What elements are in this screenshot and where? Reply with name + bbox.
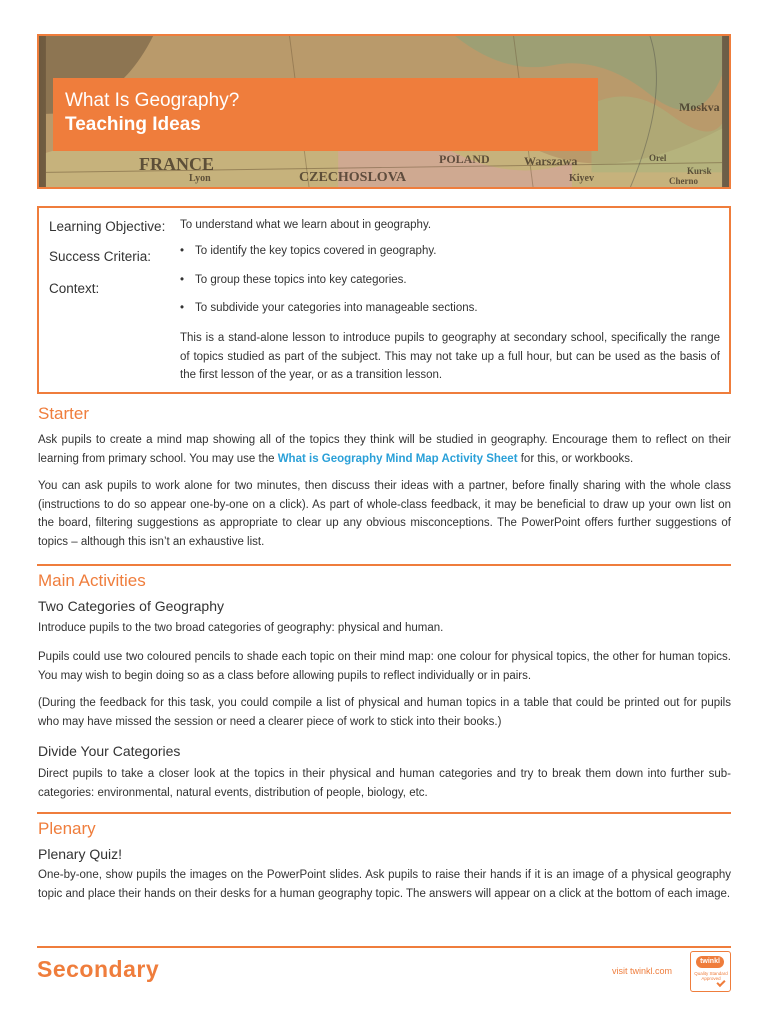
map-label: Kiyev xyxy=(569,173,594,184)
map-label: Orel xyxy=(649,153,667,163)
context-label: Context: xyxy=(49,281,100,296)
secondary-logo: Secondary xyxy=(37,956,160,982)
map-label: Lyon xyxy=(189,173,211,184)
page-title: What Is Geography? xyxy=(65,90,240,111)
list-item: • To subdivide your categories into manageable sections. xyxy=(180,302,478,314)
plenary-heading: Plenary xyxy=(38,819,96,838)
map-label: Moskva xyxy=(679,100,720,114)
divide-categories-heading: Divide Your Categories xyxy=(38,743,181,759)
criteria-text: To identify the key topics covered in geography. xyxy=(195,245,437,257)
main-paragraph-2: Pupils could use two coloured pencils to shade each topic on their mind map: one colour for physical topics, the other for human topics. You may wish to begin doing so as a class before allowing pupils to reflect individually or in pairs. xyxy=(38,651,731,682)
map-label: Cherno xyxy=(669,176,698,186)
section-divider xyxy=(37,564,731,566)
plenary-paragraph: One-by-one, show pupils the images on the PowerPoint slides. Ask pupils to raise their hands if it is an image of a physical geography topic and place their hands on their desks for a human geography topic. The answers will appear on a click at the bottom of each image. xyxy=(38,869,731,900)
learning-objective-label: Learning Objective: xyxy=(49,219,166,234)
two-categories-heading: Two Categories of Geography xyxy=(38,598,224,614)
visit-twinkl-link[interactable]: visit twinkl.com xyxy=(612,966,673,976)
starter-heading: Starter xyxy=(38,404,90,423)
map-label: FRANCE xyxy=(139,154,214,174)
quality-badge-icon xyxy=(690,951,731,992)
map-label: POLAND xyxy=(439,152,490,166)
context-paragraph: This is a stand-alone lesson to introduce pupils to geography at secondary school, specifically the range of topics studied as part of the subject. This may not take up a full hour, but can be used as the basis of the first lesson of the year, or as a transition lesson. xyxy=(180,332,720,381)
criteria-text: To subdivide your categories into manageable sections. xyxy=(195,302,478,314)
list-item: • To identify the key topics covered in geography. xyxy=(180,245,437,257)
main-activities-heading: Main Activities xyxy=(38,571,146,590)
map-label: CZECHOSLOVA xyxy=(299,170,407,185)
starter-paragraph-1 xyxy=(38,431,731,468)
map-label: Warszawa xyxy=(524,154,578,168)
learning-objective-text: To understand what we learn about in geography. xyxy=(180,219,432,231)
page-subtitle: Teaching Ideas xyxy=(65,114,201,135)
main-paragraph-1: Introduce pupils to the two broad categories of geography: physical and human. xyxy=(38,622,444,634)
main-paragraph-3: (During the feedback for this task, you could compile a list of physical and human topics in a table that could be printed out for pupils who may have missed the session or need a clearer piece of work to stick into their books.) xyxy=(38,697,731,728)
starter-paragraph-2: You can ask pupils to work alone for two minutes, then discuss their ideas with a partner, before finally sharing with the whole class (instructions to do so appear one-by-one on a click). As part of whole-class feedback, it may be beneficial to draw up your own list on the board, filtering suggestions as appropriate to clear up any obvious misconceptions. The PowerPoint offers further suggestions of topics – although this isn’t an exhaustive list. xyxy=(38,480,731,548)
main-paragraph-4: Direct pupils to take a closer look at the topics in their physical and human categories and try to break them down into further sub-categories: environmental, natural events, distribution of people, biology, etc. xyxy=(38,768,731,799)
paragraph-text: for this, or workbooks. xyxy=(517,452,634,465)
badge-text: Quality Standard Approved xyxy=(694,971,728,981)
plenary-quiz-heading: Plenary Quiz! xyxy=(38,846,123,862)
paragraph-text: Ask pupils to create a mind map showing all of the topics they think will be studied in geography. Encourage them to reflect on their learning from primary school. You may use the xyxy=(38,434,731,465)
success-criteria-label: Success Criteria: xyxy=(49,249,152,264)
section-divider xyxy=(37,812,731,814)
mind-map-activity-sheet-link[interactable]: What is Geography Mind Map Activity Sheet xyxy=(277,452,518,465)
list-item: • To group these topics into key categories. xyxy=(180,274,407,286)
footer-divider xyxy=(37,946,731,948)
map-label: Kursk xyxy=(687,166,712,176)
header-banner xyxy=(37,34,731,189)
criteria-text: To group these topics into key categories. xyxy=(195,274,407,286)
twinkl-logo: twinkl xyxy=(696,956,724,968)
title-box xyxy=(53,78,598,151)
objectives-box xyxy=(37,206,731,394)
